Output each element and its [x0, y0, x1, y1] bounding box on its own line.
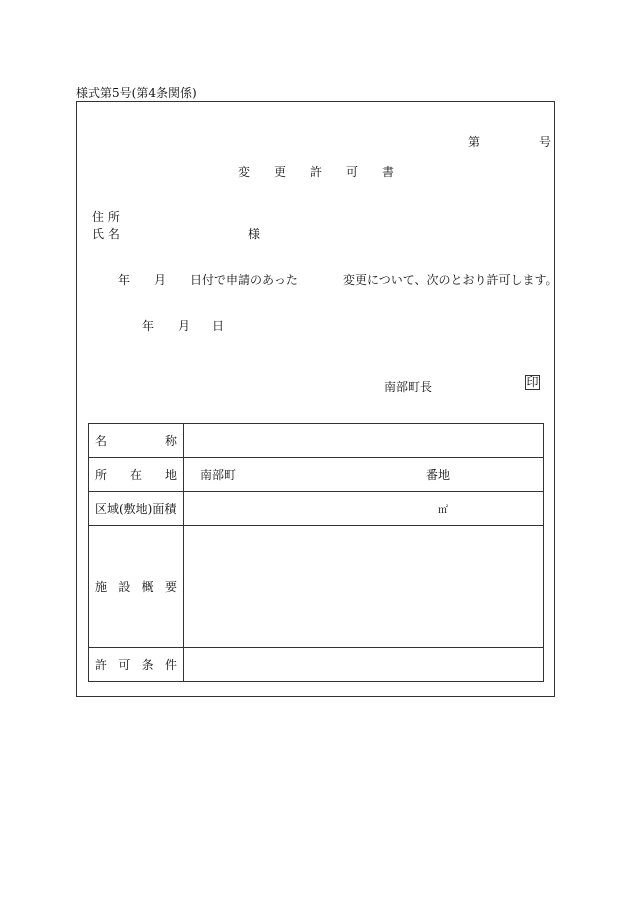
title-char: 許	[310, 165, 323, 179]
area-row-label: 区域(敷地)面積	[89, 492, 184, 526]
info-table	[88, 423, 544, 682]
date-year: 年	[142, 319, 155, 333]
number-go: 号	[539, 135, 552, 149]
address-label: 住 所	[92, 210, 120, 224]
date-day: 日	[212, 319, 225, 333]
facility-value-cell	[184, 526, 544, 648]
table-row	[89, 492, 544, 526]
table-row	[89, 526, 544, 648]
area-unit: ㎡	[438, 505, 448, 516]
date-month: 月	[178, 319, 191, 333]
title-char: 変	[238, 165, 251, 179]
table-row	[89, 648, 544, 682]
conditions-row-label: 許 可 条 件	[89, 648, 184, 682]
document-title	[238, 163, 418, 180]
location-row-label: 所 在 地	[89, 458, 184, 492]
honorific-label: 様	[248, 227, 261, 241]
area-value-cell	[184, 492, 544, 526]
name-value-cell	[184, 424, 544, 458]
name-row-label: 名 称	[89, 424, 184, 458]
table-row	[89, 424, 544, 458]
title-char: 書	[382, 165, 395, 179]
location-banchi: 番地	[426, 468, 451, 482]
title-char: 可	[346, 165, 359, 179]
form-number-label: 様式第5号(第4条関係)	[76, 86, 197, 100]
body-year: 年	[118, 273, 131, 287]
body-month: 月	[154, 273, 167, 287]
facility-row-label: 施 設 概 要	[89, 526, 184, 648]
location-town: 南部町	[200, 468, 237, 482]
title-char: 更	[274, 165, 287, 179]
conditions-value-cell	[184, 648, 544, 682]
table-row	[89, 458, 544, 492]
seal-mark: 印	[526, 375, 539, 389]
name-label: 氏 名	[92, 227, 120, 241]
body-text-1: 日付で申請のあった	[190, 273, 298, 287]
body-text-2: 変更について、次のとおり許可します。	[343, 273, 558, 287]
number-dai: 第	[468, 135, 481, 149]
issuer-title: 南部町長	[384, 380, 433, 394]
location-value-cell	[184, 458, 544, 492]
